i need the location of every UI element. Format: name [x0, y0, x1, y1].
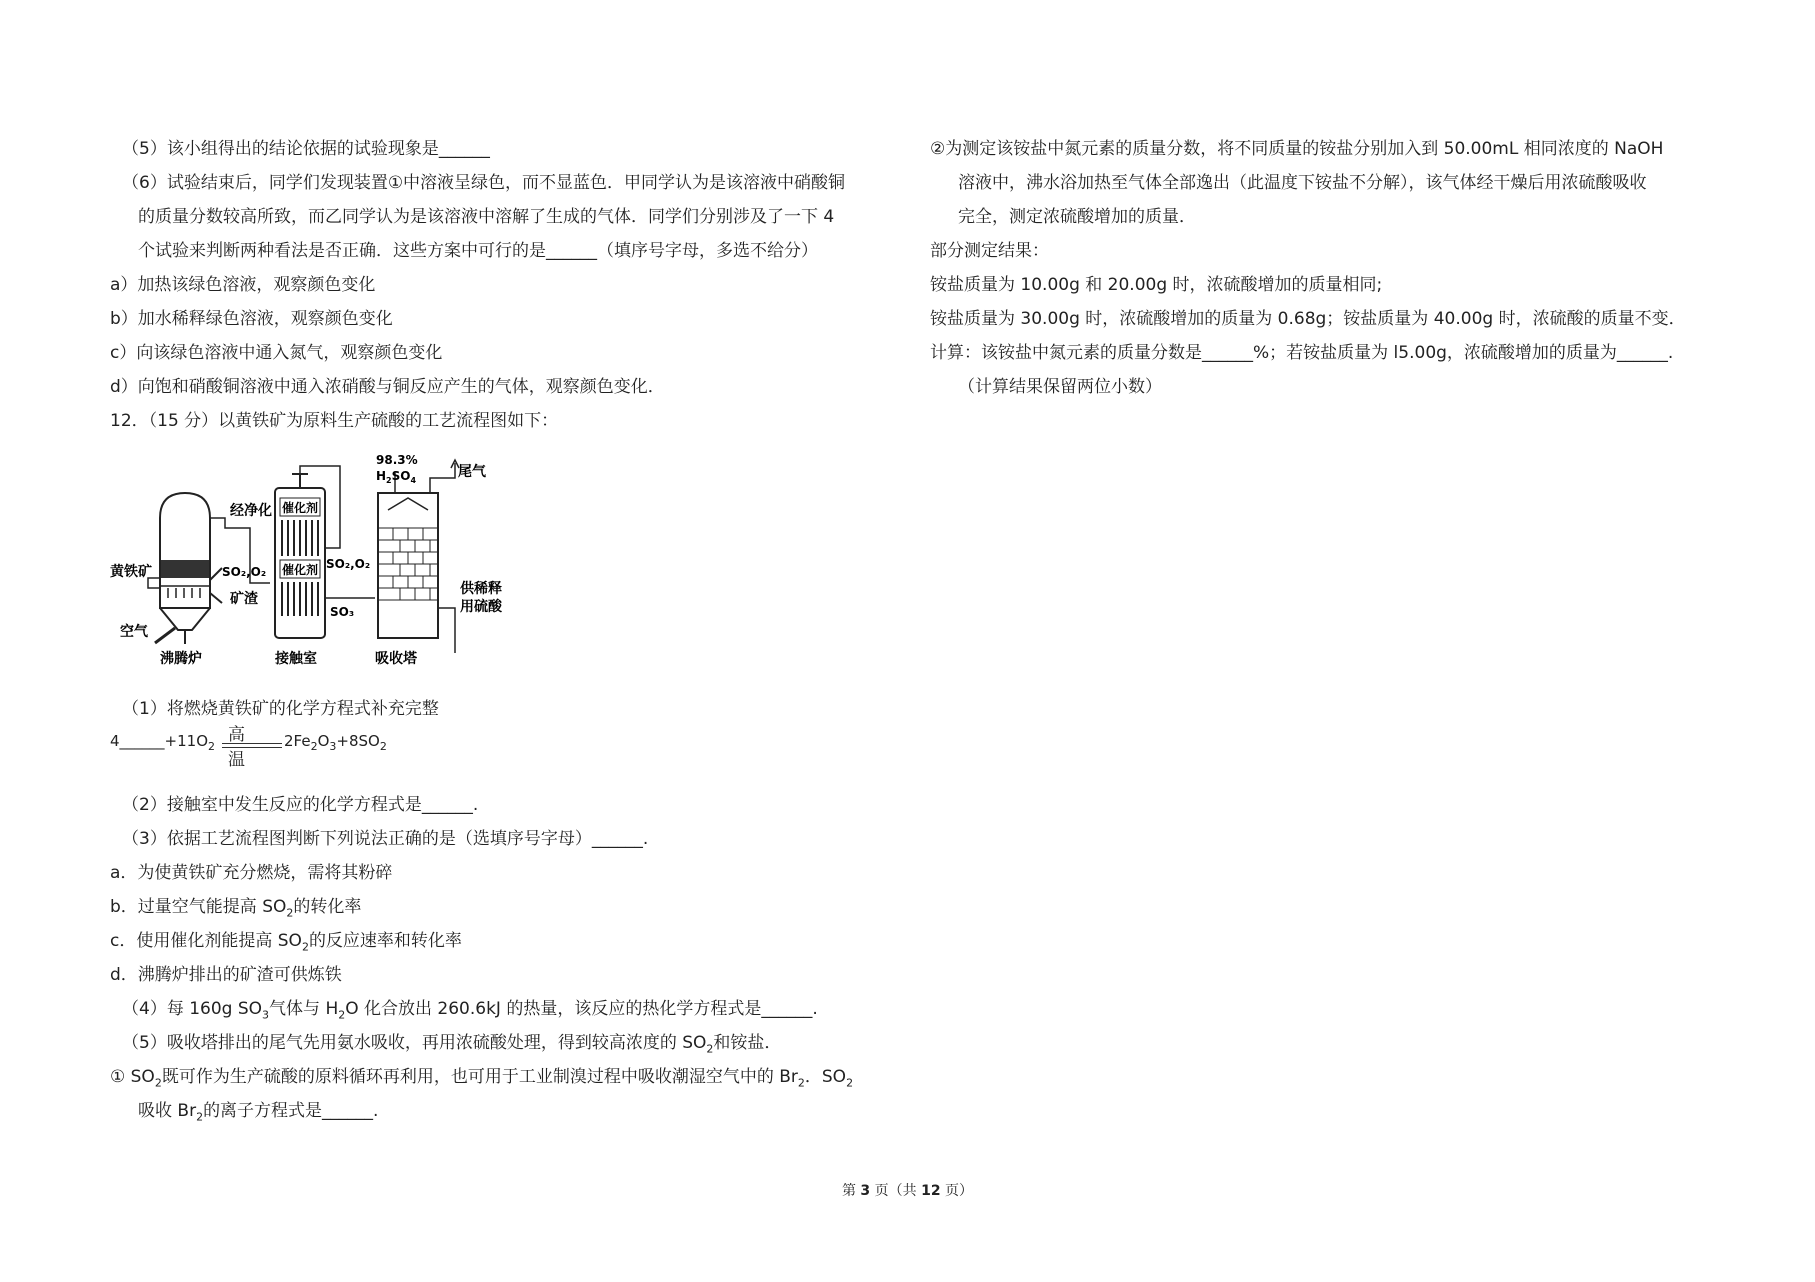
right-line-6: 铵盐质量为 30.00g 时，浓硫酸增加的质量为 0.68g；铵盐质量为 40.00g 时，浓硫酸的质量不变．	[930, 309, 1686, 329]
right-line-5: 铵盐质量为 10.00g 和 20.00g 时，浓硫酸增加的质量相同;	[930, 275, 1383, 295]
part-3-option-c: c．使用催化剂能提高 $SO_2$的反应速率和转化率	[110, 931, 462, 954]
option-c: c）向该绿色溶液中通入氮气，观察颜色变化	[110, 343, 443, 363]
label-supply-line-1: 供稀释	[460, 581, 502, 597]
equation-left-side: $4\_\_\_\_\_\_+11O_2$	[110, 732, 216, 753]
label-catalyst-2: 催化剂	[282, 563, 319, 577]
question-6-line-3: 个试验来判断两种看法是否正确．这些方案中可行的是______（填序号字母，多选不给分）	[138, 241, 818, 261]
right-line-1: ②为测定该铵盐中氮元素的质量分数，将不同质量的铵盐分别加入到 50.00mL 相同浓度的 NaOH	[930, 139, 1664, 159]
label-contact-chamber: 接触室	[275, 651, 317, 667]
current-page-number: 3	[860, 1183, 871, 1199]
question-12: 12．（15 分）以黄铁矿为原料生产硫酸的工艺流程图如下：	[110, 411, 559, 431]
label-boiling-furnace: 沸腾炉	[160, 651, 202, 667]
sulfuric-acid-process-diagram	[110, 448, 560, 668]
label-acid-formula: $H_2SO_4$	[376, 469, 417, 485]
part-3-option-d: d．沸腾炉排出的矿渣可供炼铁	[110, 965, 342, 985]
label-supply-line-2: 用硫酸	[460, 599, 502, 615]
question-6-line-2: 的质量分数较高所致，而乙同学认为是该溶液中溶解了生成的气体．同学们分别涉及了一下 4	[138, 207, 835, 227]
label-catalyst-1: 催化剂	[282, 501, 319, 515]
right-line-7: 计算：该铵盐中氮元素的质量分数是______%；若铵盐质量为 l5.00g，浓硫酸增加的质量为______.	[930, 343, 1674, 363]
label-air: 空气	[120, 624, 148, 640]
page-footer: 第 3 页（共 12 页）	[841, 1183, 974, 1199]
equation-condition: 高温	[228, 725, 245, 770]
total-page-count: 12	[921, 1183, 941, 1199]
equation-bar-top	[222, 743, 282, 744]
question-5: （5）该小组得出的结论依据的试验现象是______	[122, 139, 490, 159]
right-line-3: 完全，测定浓硫酸增加的质量．	[958, 207, 1196, 227]
part-3-option-a: a．为使黄铁矿充分燃烧，需将其粉碎	[110, 863, 393, 883]
label-purify: 经净化	[230, 503, 272, 519]
right-line-8: （计算结果保留两位小数）	[958, 377, 1162, 397]
part-1: （1）将燃烧黄铁矿的化学方程式补充完整	[122, 699, 439, 719]
absorption-tower	[378, 460, 459, 653]
question-6-line-1: （6）试验结束后，同学们发现装置①中溶液呈绿色，而不显蓝色．甲同学认为是该溶液中硝酸铜	[122, 173, 846, 193]
label-so2-o2-right: SO₂,O₂	[326, 557, 371, 571]
option-b: b）加水稀释绿色溶液，观察颜色变化	[110, 309, 393, 329]
option-a: a）加热该绿色溶液，观察颜色变化	[110, 275, 376, 295]
label-tail-gas: 尾气	[458, 464, 486, 480]
part-5: （5）吸收塔排出的尾气先用氨水吸收，再用浓硫酸处理，得到较高浓度的 $SO_2$和铵盐．	[122, 1033, 782, 1056]
part-3-option-b: b．过量空气能提高 $SO_2$的转化率	[110, 897, 362, 920]
option-d: d）向饱和硝酸铜溶液中通入浓硝酸与铜反应产生的气体，观察颜色变化．	[110, 377, 665, 397]
equation-bar-bottom	[222, 747, 282, 748]
equation-right-side: $2Fe_2O_3+8SO_2$	[284, 732, 387, 753]
label-pyrite-ore: 黄铁矿	[110, 564, 152, 580]
right-line-2: 溶液中，沸水浴加热至气体全部逸出（此温度下铵盐不分解），该气体经干燥后用浓硫酸吸收	[958, 173, 1647, 193]
label-absorption-tower: 吸收塔	[375, 651, 417, 667]
contact-chamber	[275, 466, 375, 638]
part-4: （4）每 160g $SO_3$气体与 $H_2O$ 化合放出 260.6kJ 的热量，该反应的热化学方程式是______.	[122, 999, 818, 1022]
part-2: （2）接触室中发生反应的化学方程式是______.	[122, 795, 479, 815]
label-so3: SO₃	[330, 605, 355, 619]
label-acid-concentration: 98.3%	[376, 453, 418, 467]
part-5-subquestion-1: ① $SO_2$既可作为生产硫酸的原料循环再利用，也可用于工业制溴过程中吸收潮湿空气中的 $Br_2$．$SO_2$	[110, 1067, 854, 1090]
right-line-4: 部分测定结果：	[930, 241, 1049, 261]
part-5-subquestion-1-cont: 吸收 $Br_2$的离子方程式是______.	[138, 1101, 379, 1124]
part-3: （3）依据工艺流程图判断下列说法正确的是（选填序号字母）______.	[122, 829, 649, 849]
label-slag: 矿渣	[230, 591, 258, 607]
label-so2-o2-left: SO₂,O₂	[222, 565, 267, 579]
